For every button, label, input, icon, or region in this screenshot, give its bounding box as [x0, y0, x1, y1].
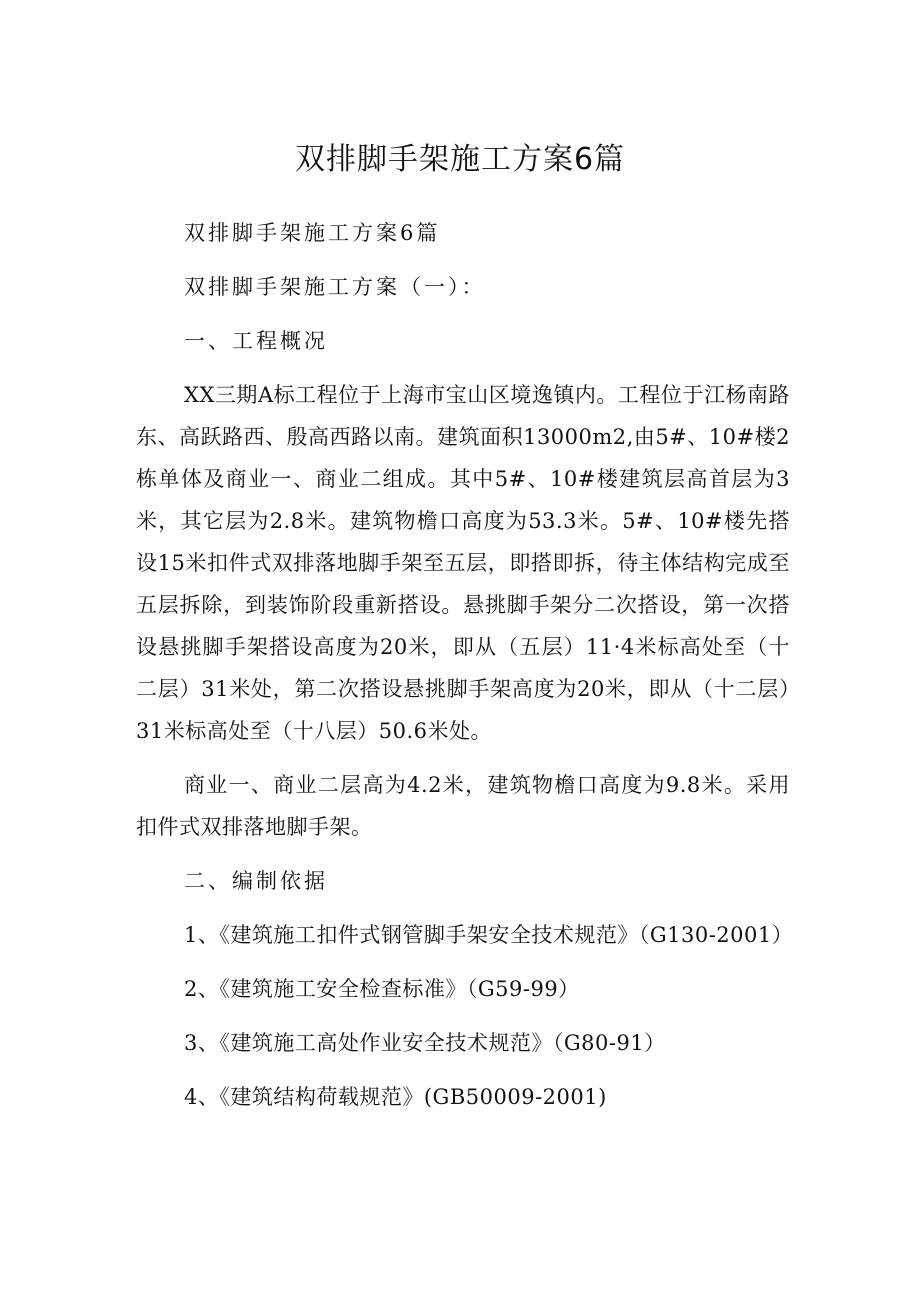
list-item: 1、《建筑施工扣件式钢管脚手架安全技术规范》（G130-2001）	[184, 923, 794, 947]
paragraph-subtitle: 双排脚手架施工方案6篇	[184, 221, 441, 245]
paragraph-overview-heading: 一、工程概况	[184, 329, 328, 353]
paragraph-section-heading: 双排脚手架施工方案（一）：	[184, 275, 486, 299]
paragraph-overview-body: XX三期A标工程位于上海市宝山区境逸镇内。工程位于江杨南路东、高跃路西、殷高西路以南。建筑面积13000m2,由5#、10#楼2栋单体及商业一、商业二组成。其中5#、10#楼建筑层高首层为3米，其它层为2.8米。建筑物檐口高度为53.3米。5#、10#楼先搭设15米扣件式双排落地脚手架至五层，即搭即拆，待主体结构完成至五层拆除，到装饰阶段重新搭设。悬挑脚手架分二次搭设，第一次搭设悬挑脚手架搭设高度为20米，即从（五层）11·4米标高处至（十二层）31米处，第二次搭设悬挑脚手架高度为20米，即从（十二层）31米标高处至（十八层）50.6米处。	[136, 383, 790, 743]
document-title: 双排脚手架施工方案6篇	[294, 142, 626, 177]
list-item: 3、《建筑施工高处作业安全技术规范》（G80-91）	[184, 1031, 666, 1055]
list-item: 2、《建筑施工安全检查标准》（G59-99）	[184, 977, 580, 1001]
list-item: 4、《建筑结构荷载规范》(GB50009-2001)	[184, 1085, 607, 1109]
paragraph-basis-heading: 二、编制依据	[184, 869, 328, 893]
paragraph-commercial-body: 商业一、商业二层高为4.2米，建筑物檐口高度为9.8米。采用扣件式双排落地脚手架。	[136, 773, 790, 839]
document-body	[136, 212, 794, 1130]
